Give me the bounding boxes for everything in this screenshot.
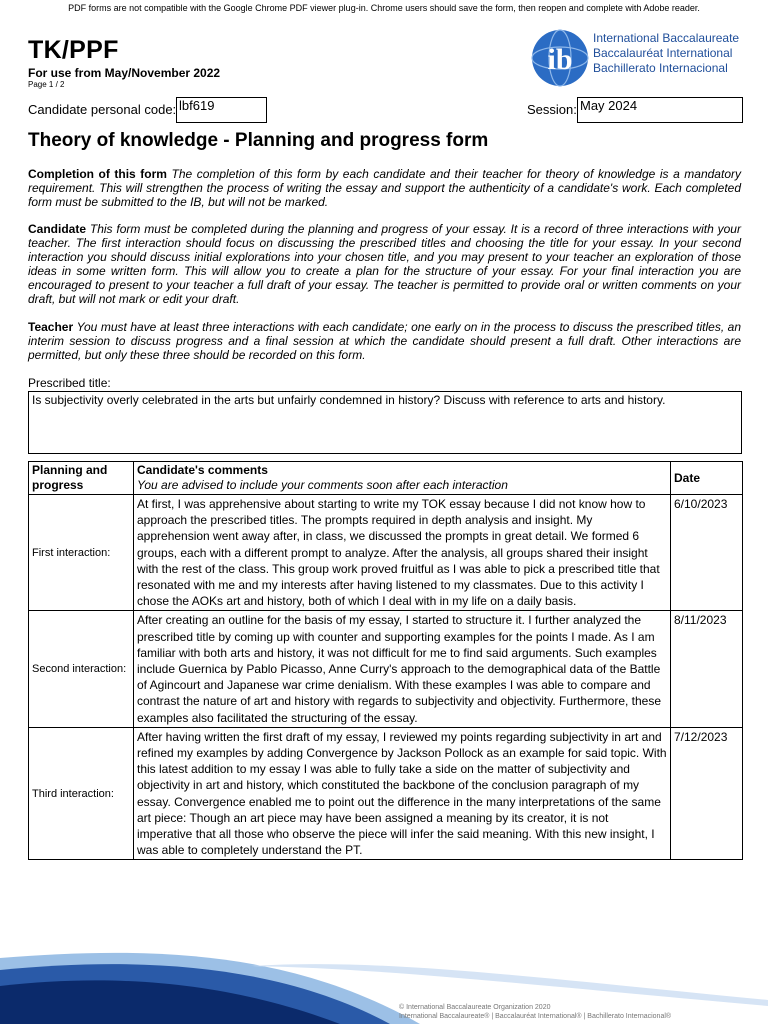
date-first-field[interactable]: 6/10/2023: [671, 495, 743, 611]
page-number: Page 1 / 2: [28, 80, 65, 89]
date-third-field[interactable]: 7/12/2023: [671, 727, 743, 860]
table-row: [29, 611, 743, 727]
col-header-comments-title: Candidate's comments: [137, 463, 268, 477]
copyright-line-1: © International Baccalaureate Organization 2020: [399, 1004, 551, 1011]
teacher-section: [28, 320, 741, 362]
form-code: TK/PPF: [28, 36, 119, 64]
prescribed-title-label: Prescribed title:: [28, 376, 111, 390]
comment-second-field[interactable]: After creating an outline for the basis of my essay, I started to structure it. I further analyzed the prescribed title by coming up with counter and supporting examples for the points I made. As I am familiar with both arts and history, it was not difficult for me to find said arguments. Such examples include Guernica by Pablo Picasso, Anne Curry's approach to the demographical data of the Battle of Agincourt and Japanese war crime denialism. With these examples I was able to compare and contrast the nature of art and history with regards to subjectivity and objectivity. Furthermore, these examples also facilitated the structuring of the essay.: [134, 611, 671, 727]
ib-mark: ib: [547, 43, 573, 76]
row-label-third: Third interaction:: [29, 727, 134, 860]
comment-third-field[interactable]: After having written the first draft of my essay, I reviewed my points regarding subjectivity in art and refined my examples by adding Convergence by Jackson Pollock as an example for said topic. With this latest addition to my essay I was able to fully take a side on the matter of subjectivity and objectivity in art and history, which constituted the backbone of the conclusion paragraph of my essay. Convergence enabled me to point out the difference in the many interpretations of the same art piece: Though an art piece may have been assigned a meaning by its creator, it is not imperative that all those who observe the piece will infer the said meaning. With this new insight, I was able to completely understand the PT.: [134, 727, 671, 860]
col-header-comments-subtitle: You are advised to include your comments soon after each interaction: [137, 478, 508, 492]
ib-globe-icon: [530, 28, 590, 88]
candidate-heading: Candidate: [28, 222, 87, 236]
table-row: [29, 495, 743, 611]
col-header-comments: [134, 462, 671, 495]
col-header-planning: Planning and progress: [29, 462, 134, 495]
ib-logo: [530, 28, 745, 88]
comment-first-field[interactable]: At first, I was apprehensive about starting to write my TOK essay because I did not know how to approach the prescribed titles. The prompts required in depth analysis and insight. My apprehension went away after, in class, we discussed the prompts in great detail. We formed 6 groups, each with a different prompt to analyze. After the analysis, all groups shared their insight with the rest of the class. This group work proved fruitful as I was able to pick a prescribed title that resonated with me and my interests after having listened to my classmates. Due to this activity I chose the AOKs art and history, both of which I deal with in my life on a daily basis.: [134, 495, 671, 611]
candidate-section: [28, 222, 741, 306]
row-label-second: Second interaction:: [29, 611, 134, 727]
logo-line-fr: Baccalauréat International: [593, 46, 733, 60]
completion-heading: Completion of this form: [28, 167, 167, 181]
prescribed-title-field[interactable]: Is subjectivity overly celebrated in the arts but unfairly condemned in history? Discuss with reference to arts and history.: [28, 391, 742, 454]
browser-notice: PDF forms are not compatible with the Google Chrome PDF viewer plug-in. Chrome users should save the form, then reopen and complete with Adobe reader.: [68, 3, 700, 13]
interactions-table: [28, 461, 743, 860]
logo-line-es: Bachillerato Internacional: [593, 61, 728, 75]
page-title: Theory of knowledge - Planning and progress form: [28, 130, 489, 151]
completion-text: The completion of this form by each candidate and their teacher for theory of knowledge is a mandatory requirement. This will strengthen the process of writing the essay and support the authenticity of a candidate's work. Each completed form must be submitted to the IB, but will not be marked.: [28, 167, 741, 209]
logo-line-en: International Baccalaureate: [593, 31, 740, 45]
table-row: [29, 727, 743, 860]
copyright-notice: [399, 1003, 671, 1021]
row-label-first: First interaction:: [29, 495, 134, 611]
candidate-code-label: Candidate personal code:: [28, 102, 177, 117]
col-header-date: Date: [671, 462, 743, 495]
teacher-text: You must have at least three interactions with each candidate; one early on in the process to discuss the prescribed titles, an interim session to discuss progress and a final session at which the candidate should present a full draft. Other interactions are permitted, but only these three should be recorded on this form.: [28, 320, 741, 362]
candidate-code-field[interactable]: lbf619: [176, 97, 267, 123]
session-label: Session:: [527, 102, 577, 117]
candidate-text: This form must be completed during the planning and progress of your essay. It is a record of three interactions with your teacher. The first interaction should focus on discussing the prescribed titles and choosing the title for your essay. In your second interaction you should discuss initial explorations into your chosen title, and you may present to your teacher an exploration of those ideas in some written form. This will allow you to create a plan for the structure of your essay. For your final interaction you are encouraged to present to your teacher a full draft of your essay. The teacher is permitted to provide oral or written comments on your draft, but will not mark or edit your draft.: [28, 222, 741, 306]
table-header-row: [29, 462, 743, 495]
teacher-heading: Teacher: [28, 320, 74, 334]
date-second-field[interactable]: 8/11/2023: [671, 611, 743, 727]
for-use-date: For use from May/November 2022: [28, 66, 221, 80]
copyright-line-2: International Baccalaureate® | Baccalauréat International® | Bachillerato Internacional®: [399, 1013, 672, 1020]
completion-section: [28, 167, 741, 209]
session-field[interactable]: May 2024: [577, 97, 743, 123]
